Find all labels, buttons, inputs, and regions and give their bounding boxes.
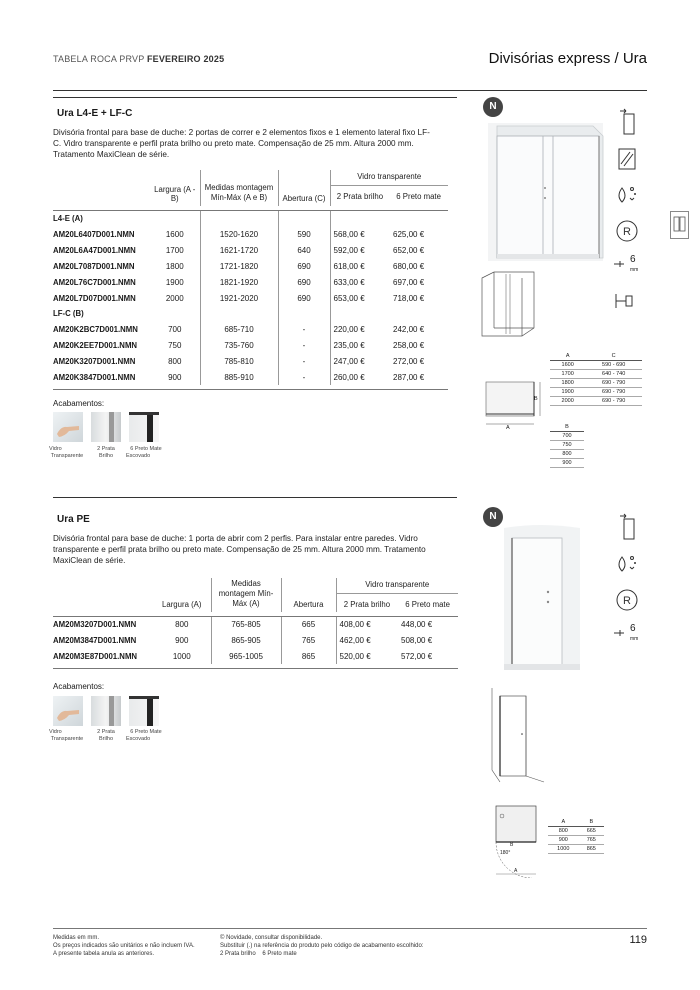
svg-text:R: R [623,226,631,238]
table-row: AM20L6407D001.NMN 1600 1520-1620 590 568,00 € 625,00 € [53,226,448,242]
finish-swatch-silver[interactable] [91,696,121,726]
finish-swatch-transparent[interactable] [53,412,83,442]
product-photo-l4e [483,118,608,263]
side-tab-icon[interactable] [670,211,689,239]
plan-drawing-pe: B 180° A [490,800,545,878]
maxiclean-icon [612,180,652,216]
dimension-table-ac: A C 1600 590 - 690 1700 640 - 740 1800 690 - 790 1900 690 - 790 2000 690 - 790 [550,352,642,406]
table-row: AM20M3E87D001.NMN 1000 965-1005 865 520,00 € 572,00 € [53,648,458,664]
section1-table [53,170,448,390]
finish-caption: 2 Prata Brilho [97,446,115,459]
sliding-door-icon [612,108,652,144]
finish-caption: Vidro Transparente [49,446,84,459]
feature-icons-1 [612,108,652,318]
page-title: Divisórias express / Ura [488,50,647,67]
profile-icon [612,288,652,318]
glass-thickness-icon: 6 mm [612,252,652,288]
group-label: LF-C (B) [53,309,84,318]
svg-text:R: R [623,595,631,607]
section1-title: Ura L4-E + LF-C [57,108,133,119]
product-photo-pe [500,520,585,672]
finish-caption: 6 Preto Mate Escovado [126,446,162,459]
plan-drawing-l4e: A B [480,378,550,433]
header-divider [53,90,647,91]
section2-divider [53,497,457,498]
line-drawing-pe [486,684,548,784]
table-row: AM20K3207D001.NMN 800 785-810 - 247,00 € 272,00 € [53,353,448,369]
table-row: AM20K2BC7D001.NMN 700 685-710 - 220,00 € 242,00 € [53,321,448,337]
glass-thickness-icon: 6 mm [612,621,652,651]
finish-swatch-black[interactable] [129,412,159,442]
line-drawing-l4e [478,268,538,340]
table-row: AM20M3847D001.NMN 900 865-905 765 462,00 € 508,00 € [53,632,458,648]
table-row: AM20L7D07D001.NMN 2000 1921-2020 690 653,00 € 718,00 € [53,290,448,306]
dimension-table-ab: A B 800 665 900 765 1000 865 [548,818,604,854]
new-badge: N [483,97,503,117]
finish-caption: 6 Preto Mate Escovado [126,729,162,742]
col-opening: Abertura (C) [278,170,330,206]
reversible-icon [612,585,652,621]
hinged-door-icon [612,513,652,549]
table-row: AM20L76C7D001.NMN 1900 1821-1920 690 633,00 € 697,00 € [53,274,448,290]
table-row: AM20K3847D001.NMN 900 885-910 - 260,00 € 287,00 € [53,369,448,385]
table-row: AM20L6A47D001.NMN 1700 1621-1720 640 592,00 € 652,00 € [53,242,448,258]
col-glass: Vidro transparente 2 Prata brilho 6 Preto mate [330,170,448,206]
section2-description: Divisória frontal para base de duche: 1 porta de abrir com 2 perfis. Para instalar entre paredes. Vidro transparente e perfil prata brilho ou preto mate. Compensação de 25 mm. Altura 2000 mm. Tratamento MaxiClean de série. [53,534,426,565]
table-row: AM20L7087D001.NMN 1800 1721-1820 690 618,00 € 680,00 € [53,258,448,274]
section2-table: Largura (A) Medidas montagem Mín-Máx (A) Abertura Vidro transparente 2 Prata brilho 6 Preto mate AM20M3207D001.NMN 800 765-805 665 408,00 € 448,00 € AM20M3847D001.NMN 900 865-905 765 462,00 € 508,00 € AM20M3E87D001.NMN 1000 965-1005 865 520,00 € 572,00 € [53,578,458,669]
section1-description: Divisória frontal para base de duche: 2 portas de correr e 2 elementos fixos e 1 elemento lateral fixo LF-C. Vidro transparente e perfil prata brilho ou preto mate. Compensação de 25 mm. Altura 2000 mm. Tratamento MaxiClean de série. [53,128,430,159]
table-row: AM20M3207D001.NMN 800 765-805 665 408,00 € 448,00 € [53,616,458,632]
footer-legend: © Novidade, consultar disponibilidade. Substituir (.) na referência do produto pelo código de acabamento escolhido: 2 Prata brilho 6 Preto mate [220,935,424,957]
group-label: L4-E (A) [53,213,83,223]
footer-notes: Medidas em mm. Os preços indicados são unitários e não incluem IVA. A presente tabela anula as anteriores. [53,935,195,957]
col-measures: Medidas montagem Mín-Máx (A e B) [200,170,278,206]
section1-divider [53,97,457,98]
reversible-icon [612,216,652,252]
table-row: AM20K2EE7D001.NMN 750 735-760 - 235,00 € 258,00 € [53,337,448,353]
finish-swatch-silver[interactable] [91,412,121,442]
finishes-label: Acabamentos: [53,399,105,408]
new-symbol-icon: © [220,935,225,941]
glass-panel-icon [612,144,652,180]
maxiclean-icon [612,549,652,585]
section2-title: Ura PE [57,514,90,525]
finish-swatch-transparent[interactable] [53,696,83,726]
dimension-table-b: B 700 750 800 900 [550,423,584,468]
finish-caption: 2 Prata Brilho [97,729,115,742]
header-left: TABELA ROCA PRVP FEVEREIRO 2025 [53,54,225,64]
new-badge: N [483,507,503,527]
finishes-label: Acabamentos: [53,682,105,691]
finish-swatch-black[interactable] [129,696,159,726]
footer-divider [53,928,647,929]
col-width: Largura (A - B) [154,185,196,203]
feature-icons-2 [612,513,652,651]
finish-caption: Vidro Transparente [49,729,84,742]
page-number: 119 [629,934,647,946]
